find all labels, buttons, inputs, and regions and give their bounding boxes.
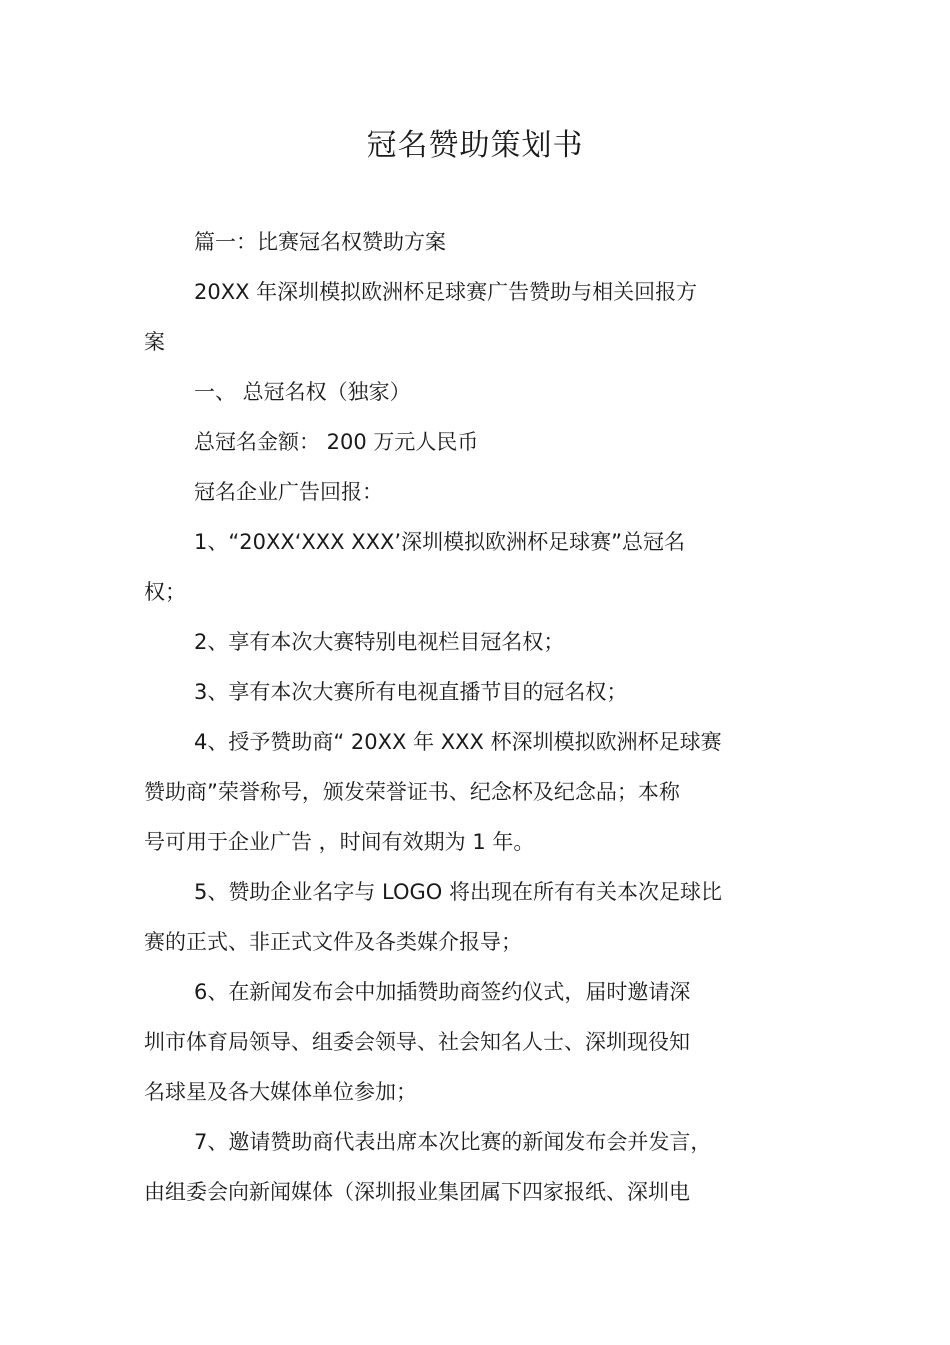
text-line: 名球星及各大媒体单位参加；: [144, 1080, 417, 1104]
text-line: 1、“20XX‘XXX XXX’深圳模拟欧洲杯足球赛”总冠名: [194, 530, 685, 554]
text-line: 案: [144, 330, 165, 354]
text-line: 总冠名金额： 200 万元人民币: [194, 430, 479, 454]
text-line: 篇一：比赛冠名权赞助方案: [194, 230, 446, 254]
document-title: 冠名赞助策划书: [366, 128, 584, 163]
text-line: 4、授予赞助商“ 20XX 年 XXX 杯深圳模拟欧洲杯足球赛: [194, 730, 722, 754]
text-line: 7、邀请赞助商代表出席本次比赛的新闻发布会并发言，: [194, 1130, 712, 1154]
text-line: 冠名企业广告回报：: [194, 480, 383, 504]
text-line: 权；: [144, 580, 186, 604]
text-line: 3、享有本次大赛所有电视直播节目的冠名权；: [194, 680, 628, 704]
text-line: 一、 总冠名权（独家）: [194, 380, 411, 404]
text-line: 2、享有本次大赛特别电视栏目冠名权；: [194, 630, 565, 654]
text-line: 20XX 年深圳模拟欧洲杯足球赛广告赞助与相关回报方: [194, 280, 698, 304]
text-line: 5、赞助企业名字与 LOGO 将出现在所有有关本次足球比: [194, 880, 722, 904]
text-line: 号可用于企业广告 ，时间有效期为 1 年。: [144, 830, 535, 854]
text-line: 赛的正式、非正式文件及各类媒介报导；: [144, 930, 522, 954]
text-line: 赞助商”荣誉称号，颁发荣誉证书、纪念杯及纪念品；本称: [144, 780, 680, 804]
text-line: 6、在新闻发布会中加插赞助商签约仪式，届时邀请深: [194, 980, 691, 1004]
text-line: 由组委会向新闻媒体（深圳报业集团属下四家报纸、深圳电: [144, 1180, 690, 1204]
text-line: 圳市体育局领导、组委会领导、社会知名人士、深圳现役知: [144, 1030, 690, 1054]
